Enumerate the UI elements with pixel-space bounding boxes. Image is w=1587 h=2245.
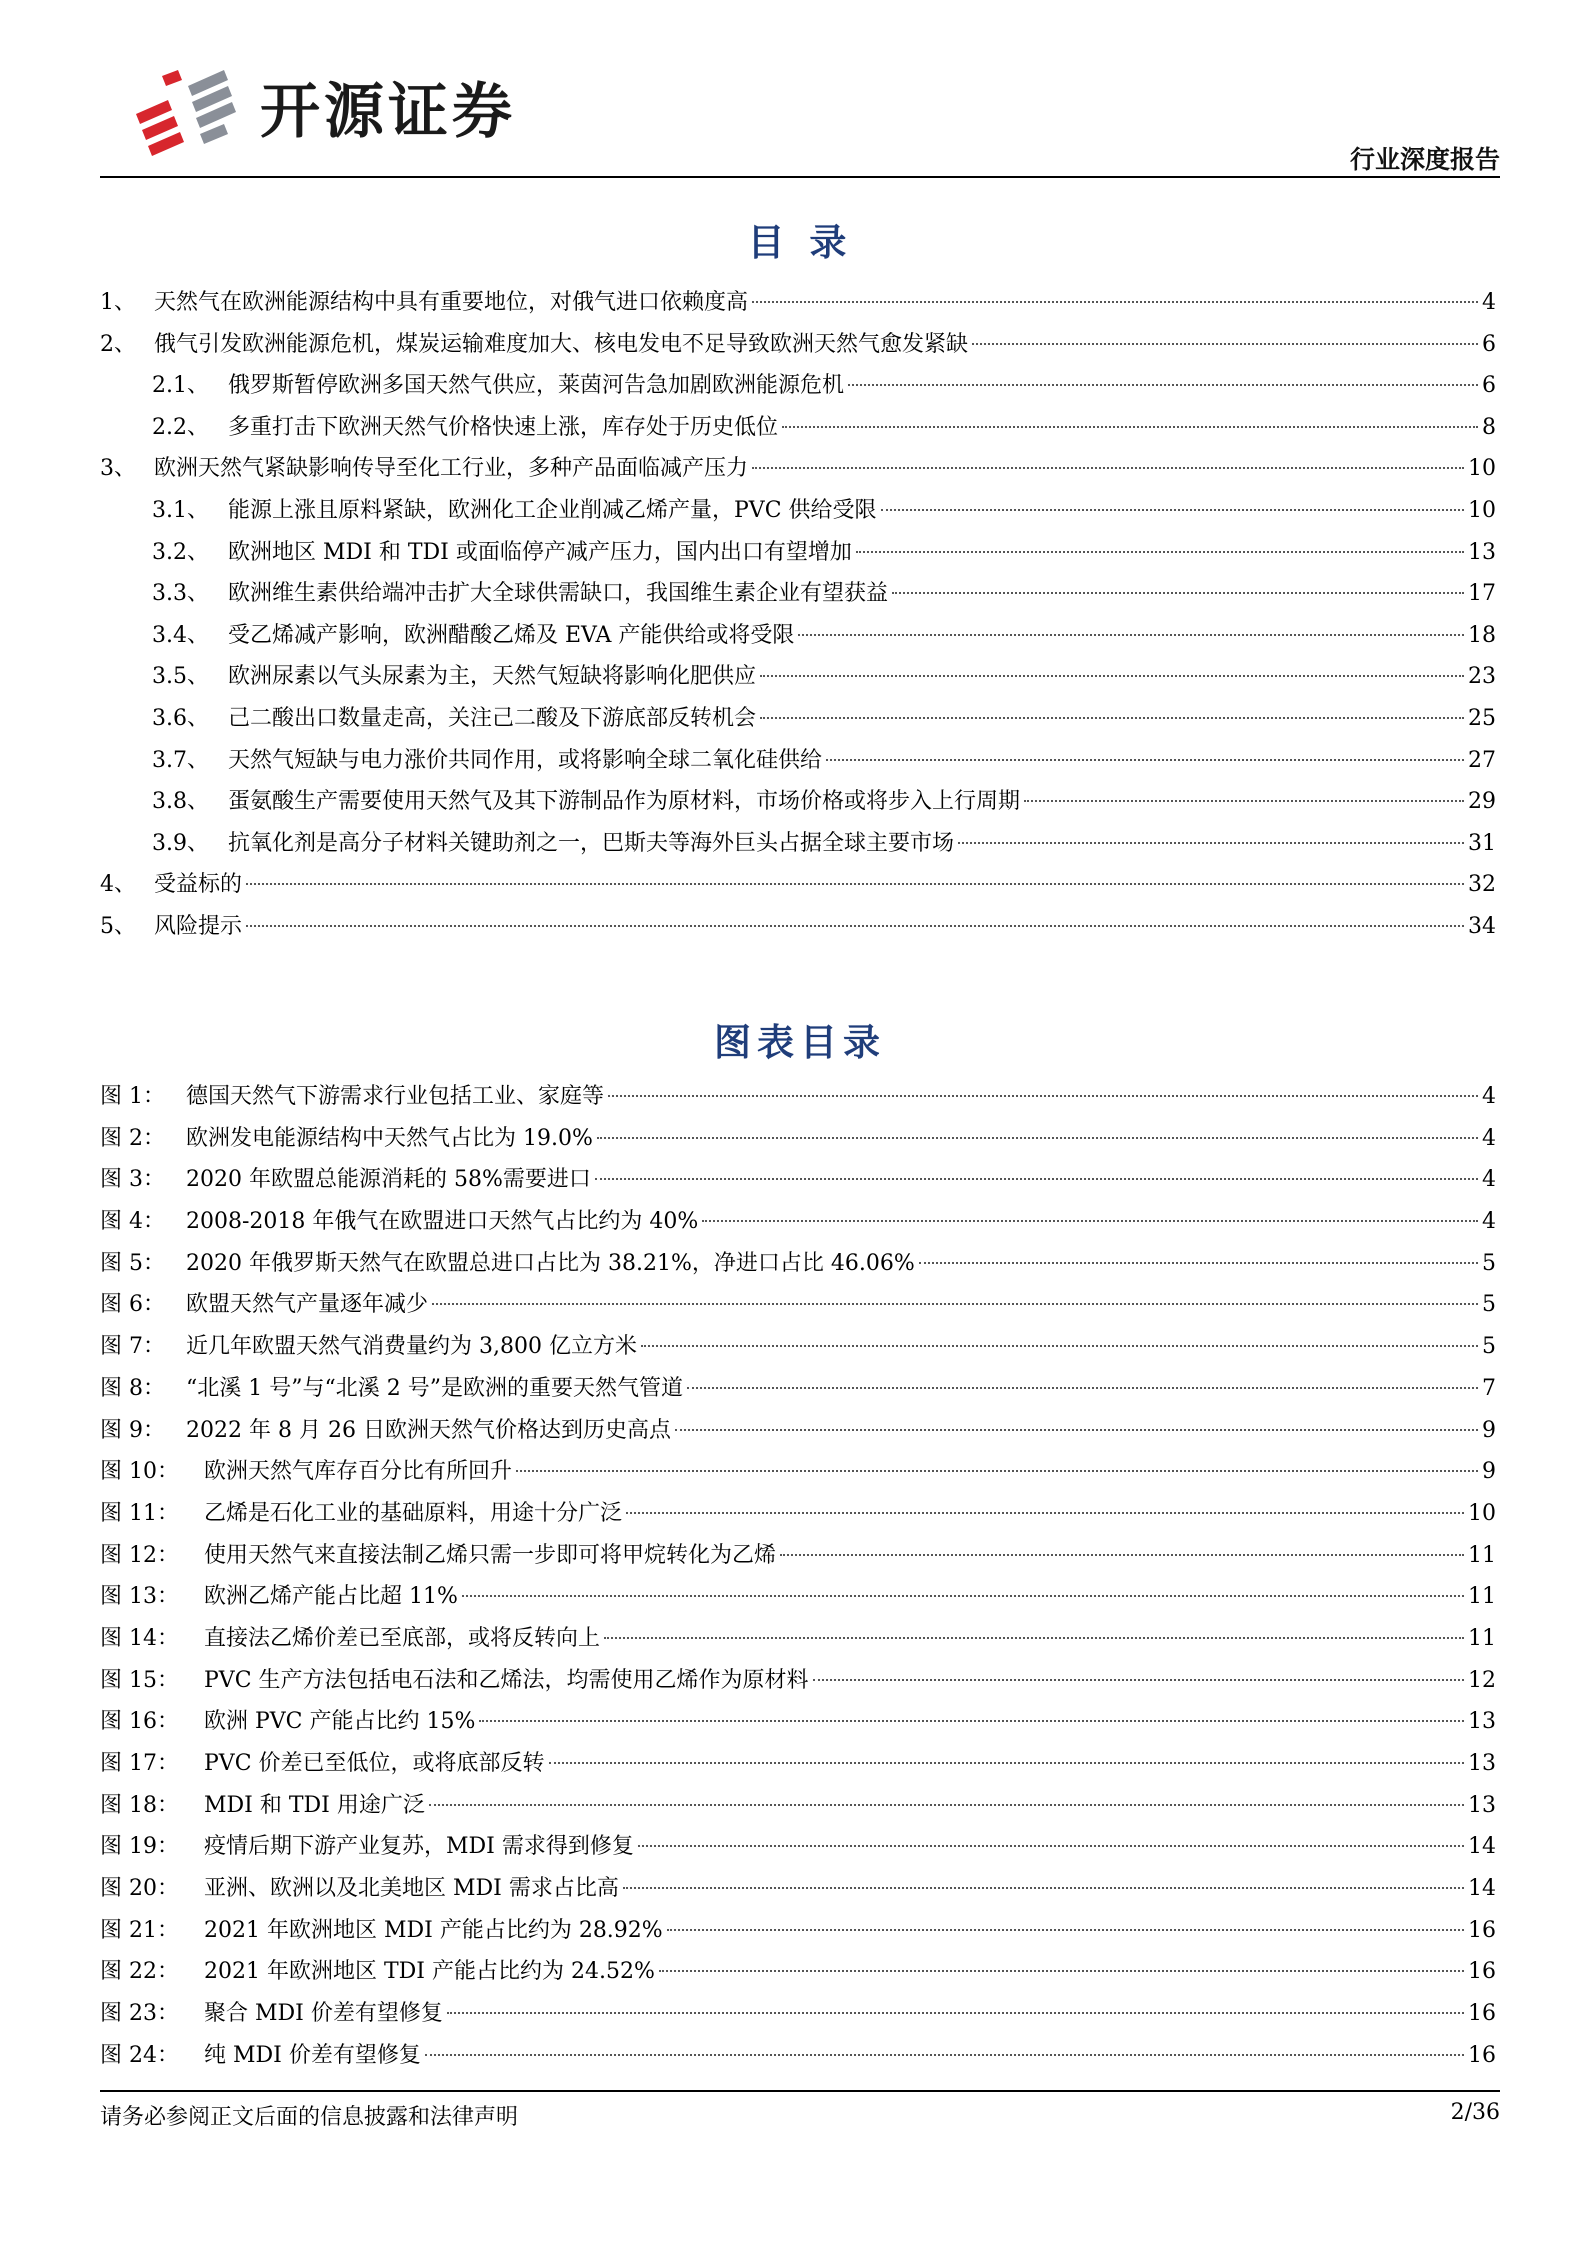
toc-leader-dots bbox=[1024, 800, 1464, 802]
toc-entry-page: 27 bbox=[1468, 747, 1496, 773]
figure-entry-title: 聚合 MDI 价差有望修复 bbox=[204, 2001, 443, 2027]
toc-entry-page: 31 bbox=[1468, 830, 1496, 856]
figure-entry-page: 10 bbox=[1468, 1500, 1496, 1526]
figure-entry[interactable] bbox=[100, 1410, 1496, 1452]
figure-entry-number: 图 19： bbox=[100, 1834, 179, 1860]
figure-entry-page: 4 bbox=[1482, 1084, 1496, 1109]
toc-leader-dots bbox=[892, 592, 1464, 594]
figure-entry-page: 7 bbox=[1482, 1375, 1496, 1401]
figure-entry[interactable] bbox=[100, 1743, 1496, 1785]
figure-entry[interactable] bbox=[100, 1701, 1496, 1743]
page-header bbox=[100, 40, 1500, 180]
toc-leader-dots bbox=[760, 675, 1464, 677]
toc-entry-page: 32 bbox=[1468, 872, 1496, 898]
figure-entry[interactable] bbox=[100, 1660, 1496, 1702]
toc-entry-title: 己二酸出口数量走高，关注己二酸及下游底部反转机会 bbox=[228, 705, 757, 731]
figure-entry-title: 直接法乙烯价差已至底部，或将反转向上 bbox=[204, 1625, 601, 1651]
toc-entry-title: 风险提示 bbox=[154, 913, 243, 939]
toc-leader-dots bbox=[798, 634, 1464, 636]
figure-entry-number: 图 23： bbox=[100, 2001, 179, 2027]
figure-entry-page: 5 bbox=[1482, 1334, 1496, 1360]
toc-entry-number: 3.7、 bbox=[152, 747, 209, 773]
figure-entry-number: 图 4： bbox=[100, 1209, 165, 1235]
header-divider bbox=[100, 176, 1500, 178]
figure-entry-title: 德国天然气下游需求行业包括工业、家庭等 bbox=[186, 1084, 605, 1109]
toc-entry-page: 17 bbox=[1468, 581, 1496, 607]
figure-entry-page: 16 bbox=[1468, 1959, 1496, 1985]
figure-entry[interactable] bbox=[100, 1159, 1496, 1201]
toc-entry-page: 10 bbox=[1468, 497, 1496, 523]
figure-entry-title: MDI 和 TDI 用途广泛 bbox=[204, 1792, 425, 1818]
figure-entry-page: 9 bbox=[1482, 1459, 1496, 1485]
figure-entry-title: 欧洲乙烯产能占比超 11% bbox=[204, 1584, 458, 1610]
figure-entry-title: 使用天然气来直接法制乙烯只需一步即可将甲烷转化为乙烯 bbox=[204, 1542, 777, 1568]
figure-entry-page: 4 bbox=[1482, 1209, 1496, 1235]
toc-leader-dots bbox=[856, 551, 1464, 553]
figure-entry-page: 11 bbox=[1468, 1542, 1496, 1568]
figure-entry-title: 2020 年俄罗斯天然气在欧盟总进口占比为 38.21%，净进口占比 46.06% bbox=[186, 1250, 915, 1276]
figure-entry[interactable] bbox=[100, 1284, 1496, 1326]
toc-entry-title: 天然气在欧洲能源结构中具有重要地位，对俄气进口依赖度高 bbox=[154, 290, 749, 315]
toc-entry-page: 8 bbox=[1482, 414, 1496, 440]
figure-entry-title: 疫情后期下游产业复苏，MDI 需求得到修复 bbox=[204, 1834, 634, 1860]
figure-entry-number: 图 7： bbox=[100, 1334, 165, 1360]
report-type-label: 行业深度报告 bbox=[1349, 145, 1500, 174]
toc-entry[interactable] bbox=[100, 573, 1496, 615]
figure-leader-dots bbox=[659, 1970, 1464, 1972]
toc-list bbox=[100, 282, 1496, 948]
toc-entry-number: 5、 bbox=[100, 913, 136, 939]
toc-entry-title: 天然气短缺与电力涨价共同作用，或将影响全球二氧化硅供给 bbox=[228, 747, 823, 773]
toc-entry-number: 3.2、 bbox=[152, 539, 209, 565]
figure-entry-number: 图 20： bbox=[100, 1876, 179, 1902]
figure-entry[interactable] bbox=[100, 1243, 1496, 1285]
figure-entry[interactable] bbox=[100, 1076, 1496, 1118]
toc-leader-dots bbox=[752, 467, 1464, 469]
toc-entry-title: 俄罗斯暂停欧洲多国天然气供应，莱茵河告急加剧欧洲能源危机 bbox=[228, 373, 845, 399]
figure-leader-dots bbox=[675, 1429, 1478, 1431]
toc-leader-dots bbox=[752, 301, 1478, 303]
toc-entry-page: 6 bbox=[1482, 331, 1496, 357]
figure-entry[interactable] bbox=[100, 1368, 1496, 1410]
toc-entry[interactable] bbox=[100, 698, 1496, 740]
figure-leader-dots bbox=[597, 1137, 1478, 1139]
toc-entry[interactable] bbox=[100, 282, 1496, 324]
figure-entry-number: 图 16： bbox=[100, 1709, 179, 1735]
figure-entry-number: 图 1： bbox=[100, 1084, 165, 1109]
figure-leader-dots bbox=[432, 1303, 1478, 1305]
toc-entry-page: 6 bbox=[1482, 373, 1496, 399]
figure-entry[interactable] bbox=[100, 1951, 1496, 1993]
toc-entry-number: 4、 bbox=[100, 872, 136, 898]
toc-entry[interactable] bbox=[100, 532, 1496, 574]
figure-leader-dots bbox=[595, 1178, 1478, 1180]
toc-entry-number: 3.9、 bbox=[152, 830, 209, 856]
figure-leader-dots bbox=[626, 1512, 1464, 1514]
toc-entry-number: 3.4、 bbox=[152, 622, 209, 648]
figure-entry-title: 欧洲 PVC 产能占比约 15% bbox=[204, 1709, 476, 1735]
figure-leader-dots bbox=[608, 1095, 1478, 1097]
toc-entry[interactable] bbox=[100, 906, 1496, 948]
figure-leader-dots bbox=[479, 1720, 1464, 1722]
toc-leader-dots bbox=[782, 426, 1478, 428]
figure-entry-page: 4 bbox=[1482, 1125, 1496, 1151]
figure-entry-number: 图 18： bbox=[100, 1792, 179, 1818]
figure-entry[interactable] bbox=[100, 1576, 1496, 1618]
figure-entry-number: 图 5： bbox=[100, 1250, 165, 1276]
figure-entry-page: 11 bbox=[1468, 1584, 1496, 1610]
toc-entry-title: 抗氧化剂是高分子材料关键助剂之一，巴斯夫等海外巨头占据全球主要市场 bbox=[228, 830, 955, 856]
figure-entry-number: 图 11： bbox=[100, 1500, 179, 1526]
figure-list bbox=[100, 1076, 1496, 2077]
footer-disclaimer: 请务必参阅正文后面的信息披露和法律声明 bbox=[100, 2105, 519, 2130]
toc-entry-number: 3.3、 bbox=[152, 581, 209, 607]
figure-entry-title: “北溪 1 号”与“北溪 2 号”是欧洲的重要天然气管道 bbox=[186, 1375, 683, 1401]
figure-leader-dots bbox=[604, 1637, 1464, 1639]
toc-entry-page: 29 bbox=[1468, 789, 1496, 815]
toc-title: 目 录 bbox=[747, 221, 853, 264]
figure-entry-number: 图 8： bbox=[100, 1375, 165, 1401]
toc-entry-title: 蛋氨酸生产需要使用天然气及其下游制品作为原材料，市场价格或将步入上行周期 bbox=[228, 789, 1021, 815]
figure-leader-dots bbox=[780, 1554, 1464, 1556]
figure-entry-title: PVC 价差已至低位，或将底部反转 bbox=[204, 1751, 545, 1776]
toc-entry-page: 34 bbox=[1468, 913, 1496, 939]
page-number: 2/36 bbox=[1450, 2100, 1500, 2125]
figure-entry[interactable] bbox=[100, 1451, 1496, 1493]
figure-entry-title: 欧洲发电能源结构中天然气占比为 19.0% bbox=[186, 1125, 593, 1151]
figure-entry-title: 欧洲天然气库存百分比有所回升 bbox=[204, 1459, 513, 1485]
toc-leader-dots bbox=[826, 759, 1464, 761]
figure-leader-dots bbox=[641, 1345, 1478, 1347]
figure-entry-number: 图 14： bbox=[100, 1625, 179, 1651]
figure-entry-page: 14 bbox=[1468, 1834, 1496, 1860]
toc-entry-title: 欧洲天然气紧缺影响传导至化工行业，多种产品面临减产压力 bbox=[154, 456, 749, 482]
toc-entry-number: 3、 bbox=[100, 456, 136, 482]
toc-entry-title: 受益标的 bbox=[154, 872, 243, 898]
figure-leader-dots bbox=[919, 1262, 1478, 1264]
footer-divider bbox=[100, 2090, 1500, 2092]
figure-entry-number: 图 24： bbox=[100, 2042, 179, 2068]
figure-entry-number: 图 13： bbox=[100, 1584, 179, 1610]
figure-entry[interactable] bbox=[100, 1618, 1496, 1660]
figure-entry-title: 近几年欧盟天然气消费量约为 3,800 亿立方米 bbox=[186, 1334, 637, 1360]
figure-entry-title: 纯 MDI 价差有望修复 bbox=[204, 2042, 421, 2068]
figure-entry[interactable] bbox=[100, 1826, 1496, 1868]
figure-entry-number: 图 10： bbox=[100, 1459, 179, 1485]
toc-entry-number: 2、 bbox=[100, 331, 136, 357]
toc-entry-number: 3.8、 bbox=[152, 789, 209, 815]
toc-leader-dots bbox=[848, 384, 1478, 386]
figure-entry-number: 图 15： bbox=[100, 1667, 179, 1693]
figure-entry[interactable] bbox=[100, 1493, 1496, 1535]
figure-entry-number: 图 21： bbox=[100, 1917, 179, 1943]
figure-entry-title: 欧盟天然气产量逐年减少 bbox=[186, 1292, 429, 1318]
figure-entry[interactable] bbox=[100, 1868, 1496, 1910]
figure-leader-dots bbox=[516, 1470, 1478, 1472]
figure-entry-title: PVC 生产方法包括电石法和乙烯法，均需使用乙烯作为原材料 bbox=[204, 1667, 809, 1693]
toc-entry-title: 俄气引发欧洲能源危机，煤炭运输难度加大、核电发电不足导致欧洲天然气愈发紧缺 bbox=[154, 331, 969, 357]
toc-leader-dots bbox=[972, 343, 1478, 345]
figure-leader-dots bbox=[429, 1804, 1464, 1806]
toc-entry-title: 欧洲维生素供给端冲击扩大全球供需缺口，我国维生素企业有望获益 bbox=[228, 581, 889, 607]
figure-entry[interactable] bbox=[100, 1993, 1496, 2035]
toc-leader-dots bbox=[246, 883, 1464, 885]
kaiyuan-logo-icon bbox=[132, 56, 242, 166]
toc-entry-page: 13 bbox=[1468, 539, 1496, 565]
toc-leader-dots bbox=[958, 842, 1464, 844]
toc-entry[interactable] bbox=[100, 490, 1496, 532]
figure-entry-number: 图 2： bbox=[100, 1125, 165, 1151]
toc-entry[interactable] bbox=[100, 656, 1496, 698]
toc-leader-dots bbox=[881, 509, 1464, 511]
toc-entry[interactable] bbox=[100, 781, 1496, 823]
figure-entry-page: 9 bbox=[1482, 1417, 1496, 1443]
toc-entry-title: 欧洲尿素以气头尿素为主，天然气短缺将影响化肥供应 bbox=[228, 664, 757, 690]
brand-name: 开源证券 bbox=[260, 77, 516, 147]
figure-leader-dots bbox=[623, 1887, 1464, 1889]
figure-leader-dots bbox=[638, 1845, 1464, 1847]
figure-leader-dots bbox=[462, 1595, 1464, 1597]
toc-entry[interactable] bbox=[100, 740, 1496, 782]
toc-entry[interactable] bbox=[100, 407, 1496, 449]
figure-leader-dots bbox=[447, 2012, 1464, 2014]
figure-entry-page: 16 bbox=[1468, 2042, 1496, 2068]
figure-entry-page: 13 bbox=[1468, 1709, 1496, 1735]
toc-entry-page: 25 bbox=[1468, 705, 1496, 731]
toc-entry-title: 欧洲地区 MDI 和 TDI 或面临停产减产压力，国内出口有望增加 bbox=[228, 539, 852, 565]
toc-entry-title: 多重打击下欧洲天然气价格快速上涨，库存处于历史低位 bbox=[228, 414, 779, 440]
toc-entry[interactable] bbox=[100, 324, 1496, 366]
figure-entry-page: 16 bbox=[1468, 2001, 1496, 2027]
figure-leader-dots bbox=[667, 1929, 1464, 1931]
figure-entry[interactable] bbox=[100, 2035, 1496, 2077]
figure-entry[interactable] bbox=[100, 1118, 1496, 1160]
toc-entry-title: 受乙烯减产影响，欧洲醋酸乙烯及 EVA 产能供给或将受限 bbox=[228, 622, 795, 648]
figure-entry-title: 2021 年欧洲地区 TDI 产能占比约为 24.52% bbox=[204, 1959, 655, 1985]
toc-entry-page: 10 bbox=[1468, 456, 1496, 482]
toc-leader-dots bbox=[760, 717, 1464, 719]
figure-entry[interactable] bbox=[100, 1201, 1496, 1243]
figure-entry-number: 图 22： bbox=[100, 1959, 179, 1985]
figure-entry-page: 13 bbox=[1468, 1792, 1496, 1818]
figure-entry-page: 14 bbox=[1468, 1876, 1496, 1902]
toc-entry-number: 1、 bbox=[100, 290, 136, 315]
figure-entry-title: 亚洲、欧洲以及北美地区 MDI 需求占比高 bbox=[204, 1876, 619, 1902]
figure-list-title: 图表目录 bbox=[714, 1021, 886, 1064]
figure-entry-page: 4 bbox=[1482, 1167, 1496, 1193]
toc-entry[interactable] bbox=[100, 823, 1496, 865]
toc-entry[interactable] bbox=[100, 864, 1496, 906]
toc-entry-page: 4 bbox=[1482, 290, 1496, 315]
toc-entry-number: 3.1、 bbox=[152, 497, 209, 523]
figure-entry-title: 乙烯是石化工业的基础原料，用途十分广泛 bbox=[204, 1500, 623, 1526]
figure-entry-page: 12 bbox=[1468, 1667, 1496, 1693]
figure-entry-title: 2022 年 8 月 26 日欧洲天然气价格达到历史高点 bbox=[186, 1417, 671, 1443]
figure-leader-dots bbox=[813, 1679, 1464, 1681]
figure-entry-page: 16 bbox=[1468, 1917, 1496, 1943]
figure-leader-dots bbox=[687, 1387, 1478, 1389]
toc-entry[interactable] bbox=[100, 448, 1496, 490]
figure-entry-number: 图 9： bbox=[100, 1417, 165, 1443]
figure-entry-title: 2008-2018 年俄气在欧盟进口天然气占比约为 40% bbox=[186, 1209, 699, 1235]
toc-entry-number: 3.6、 bbox=[152, 705, 209, 731]
figure-entry[interactable] bbox=[100, 1326, 1496, 1368]
figure-entry-title: 2021 年欧洲地区 MDI 产能占比约为 28.92% bbox=[204, 1917, 663, 1943]
figure-entry-number: 图 12： bbox=[100, 1542, 179, 1568]
toc-entry[interactable] bbox=[100, 365, 1496, 407]
toc-leader-dots bbox=[246, 925, 1464, 927]
figure-entry[interactable] bbox=[100, 1535, 1496, 1577]
figure-entry-page: 13 bbox=[1468, 1751, 1496, 1776]
toc-entry-title: 能源上涨且原料紧缺，欧洲化工企业削减乙烯产量，PVC 供给受限 bbox=[228, 497, 877, 523]
figure-entry-page: 11 bbox=[1468, 1625, 1496, 1651]
figure-entry-page: 5 bbox=[1482, 1292, 1496, 1318]
figure-entry-title: 2020 年欧盟总能源消耗的 58%需要进口 bbox=[186, 1167, 591, 1193]
figure-entry-number: 图 3： bbox=[100, 1167, 165, 1193]
figure-entry-number: 图 17： bbox=[100, 1751, 179, 1776]
figure-entry-number: 图 6： bbox=[100, 1292, 165, 1318]
toc-entry[interactable] bbox=[100, 615, 1496, 657]
figure-entry[interactable] bbox=[100, 1910, 1496, 1952]
figure-entry-page: 5 bbox=[1482, 1250, 1496, 1276]
toc-entry-page: 18 bbox=[1468, 622, 1496, 648]
toc-entry-number: 2.2、 bbox=[152, 414, 209, 440]
toc-entry-page: 23 bbox=[1468, 664, 1496, 690]
figure-leader-dots bbox=[702, 1220, 1478, 1222]
figure-leader-dots bbox=[425, 2054, 1464, 2056]
toc-entry-number: 2.1、 bbox=[152, 373, 209, 399]
figure-leader-dots bbox=[549, 1762, 1464, 1764]
toc-entry-number: 3.5、 bbox=[152, 664, 209, 690]
figure-entry[interactable] bbox=[100, 1785, 1496, 1827]
